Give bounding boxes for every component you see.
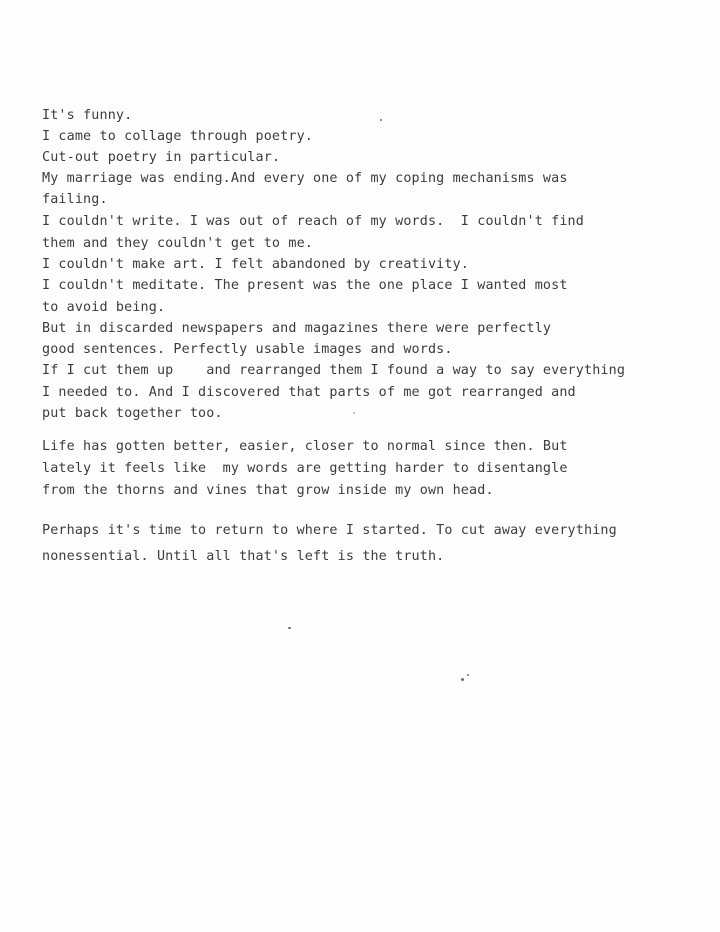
text-line: from the thorns and vines that grow inside my own head. bbox=[42, 483, 494, 498]
text-line: good sentences. Perfectly usable images and words. bbox=[42, 342, 453, 357]
text-line: I needed to. And I discovered that parts of me got rearranged and bbox=[42, 385, 576, 400]
text-line: If I cut them up and rearranged them I found a way to say everything bbox=[42, 363, 626, 378]
text-line: But in discarded newspapers and magazines there were perfectly bbox=[42, 321, 552, 336]
ink-speck bbox=[467, 674, 469, 676]
ink-speck bbox=[353, 412, 355, 414]
ink-speck bbox=[380, 119, 382, 121]
ink-speck bbox=[288, 627, 291, 629]
text-line: put back together too. bbox=[42, 406, 223, 421]
text-line: them and they couldn't get to me. bbox=[42, 236, 313, 251]
text-line: nonessential. Until all that's left is the truth. bbox=[42, 549, 445, 564]
text-line: failing. bbox=[42, 192, 108, 207]
text-line: I couldn't make art. I felt abandoned by creativity. bbox=[42, 257, 470, 272]
text-line: Life has gotten better, easier, closer to normal since then. But bbox=[42, 439, 568, 454]
ink-speck bbox=[461, 678, 464, 681]
text-line: Perhaps it's time to return to where I started. To cut away everything bbox=[42, 523, 617, 538]
text-line: It's funny. bbox=[42, 108, 133, 123]
text-line: I couldn't meditate. The present was the one place I wanted most bbox=[42, 278, 568, 293]
text-line: to avoid being. bbox=[42, 300, 166, 315]
text-line: I couldn't write. I was out of reach of my words. I couldn't find bbox=[42, 214, 584, 229]
text-line: I came to collage through poetry. bbox=[42, 129, 313, 144]
text-line: lately it feels like my words are getting harder to disentangle bbox=[42, 461, 568, 476]
text-line: Cut-out poetry in particular. bbox=[42, 150, 281, 165]
text-line: My marriage was ending.And every one of my coping mechanisms was bbox=[42, 171, 568, 186]
